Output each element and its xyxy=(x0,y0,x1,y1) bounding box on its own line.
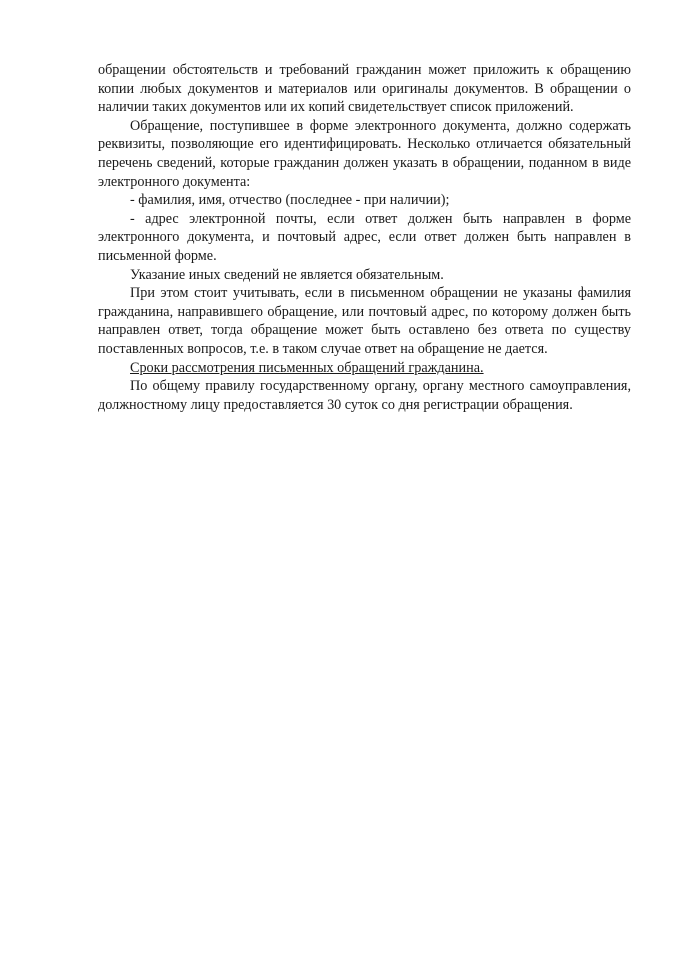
list-item-full-name: - фамилия, имя, отчество (последнее - при наличии); xyxy=(130,192,450,209)
paragraph-other-info-optional: Указание иных сведений не является обязательным. xyxy=(130,266,444,283)
paragraph-electronic-document: Обращение, поступившее в форме электронного документа, должно содержать реквизиты, позволяющие его идентифицировать. Несколько отличается обязательный перечень сведений, которые гражданин должен указать в обращении, поданном в виде электронного документа: xyxy=(98,117,631,190)
list-item-email-address: - адрес электронной почты, если ответ должен быть направлен в форме электронного документа, и почтовый адрес, если ответ должен быть направлен в письменной форме. xyxy=(98,210,631,264)
paragraph-no-answer-condition: При этом стоит учитывать, если в письменном обращении не указаны фамилия гражданина, направившего обращение, или почтовый адрес, по которому должен быть направлен ответ, тогда обращение может быть оставлено без ответа по существу поставленных вопросов, т.е. в таком случае ответ на обращение не дается. xyxy=(98,285,631,357)
document-page xyxy=(98,61,631,414)
paragraph-general-rule: По общему правилу государственному органу, органу местного самоуправления, должностному лицу предоставляется 30 суток со дня регистрации обращения. xyxy=(98,378,631,413)
paragraph-attachments: обращении обстоятельств и требований гражданин может приложить к обращению копии любых документов и материалов или оригиналы документов. В обращении о наличии таких документов или их копий свидетельствует список приложений. xyxy=(98,62,631,116)
section-heading-terms xyxy=(98,359,631,378)
section-heading-terms-text: Сроки рассмотрения письменных обращений гражданина. xyxy=(130,359,484,376)
